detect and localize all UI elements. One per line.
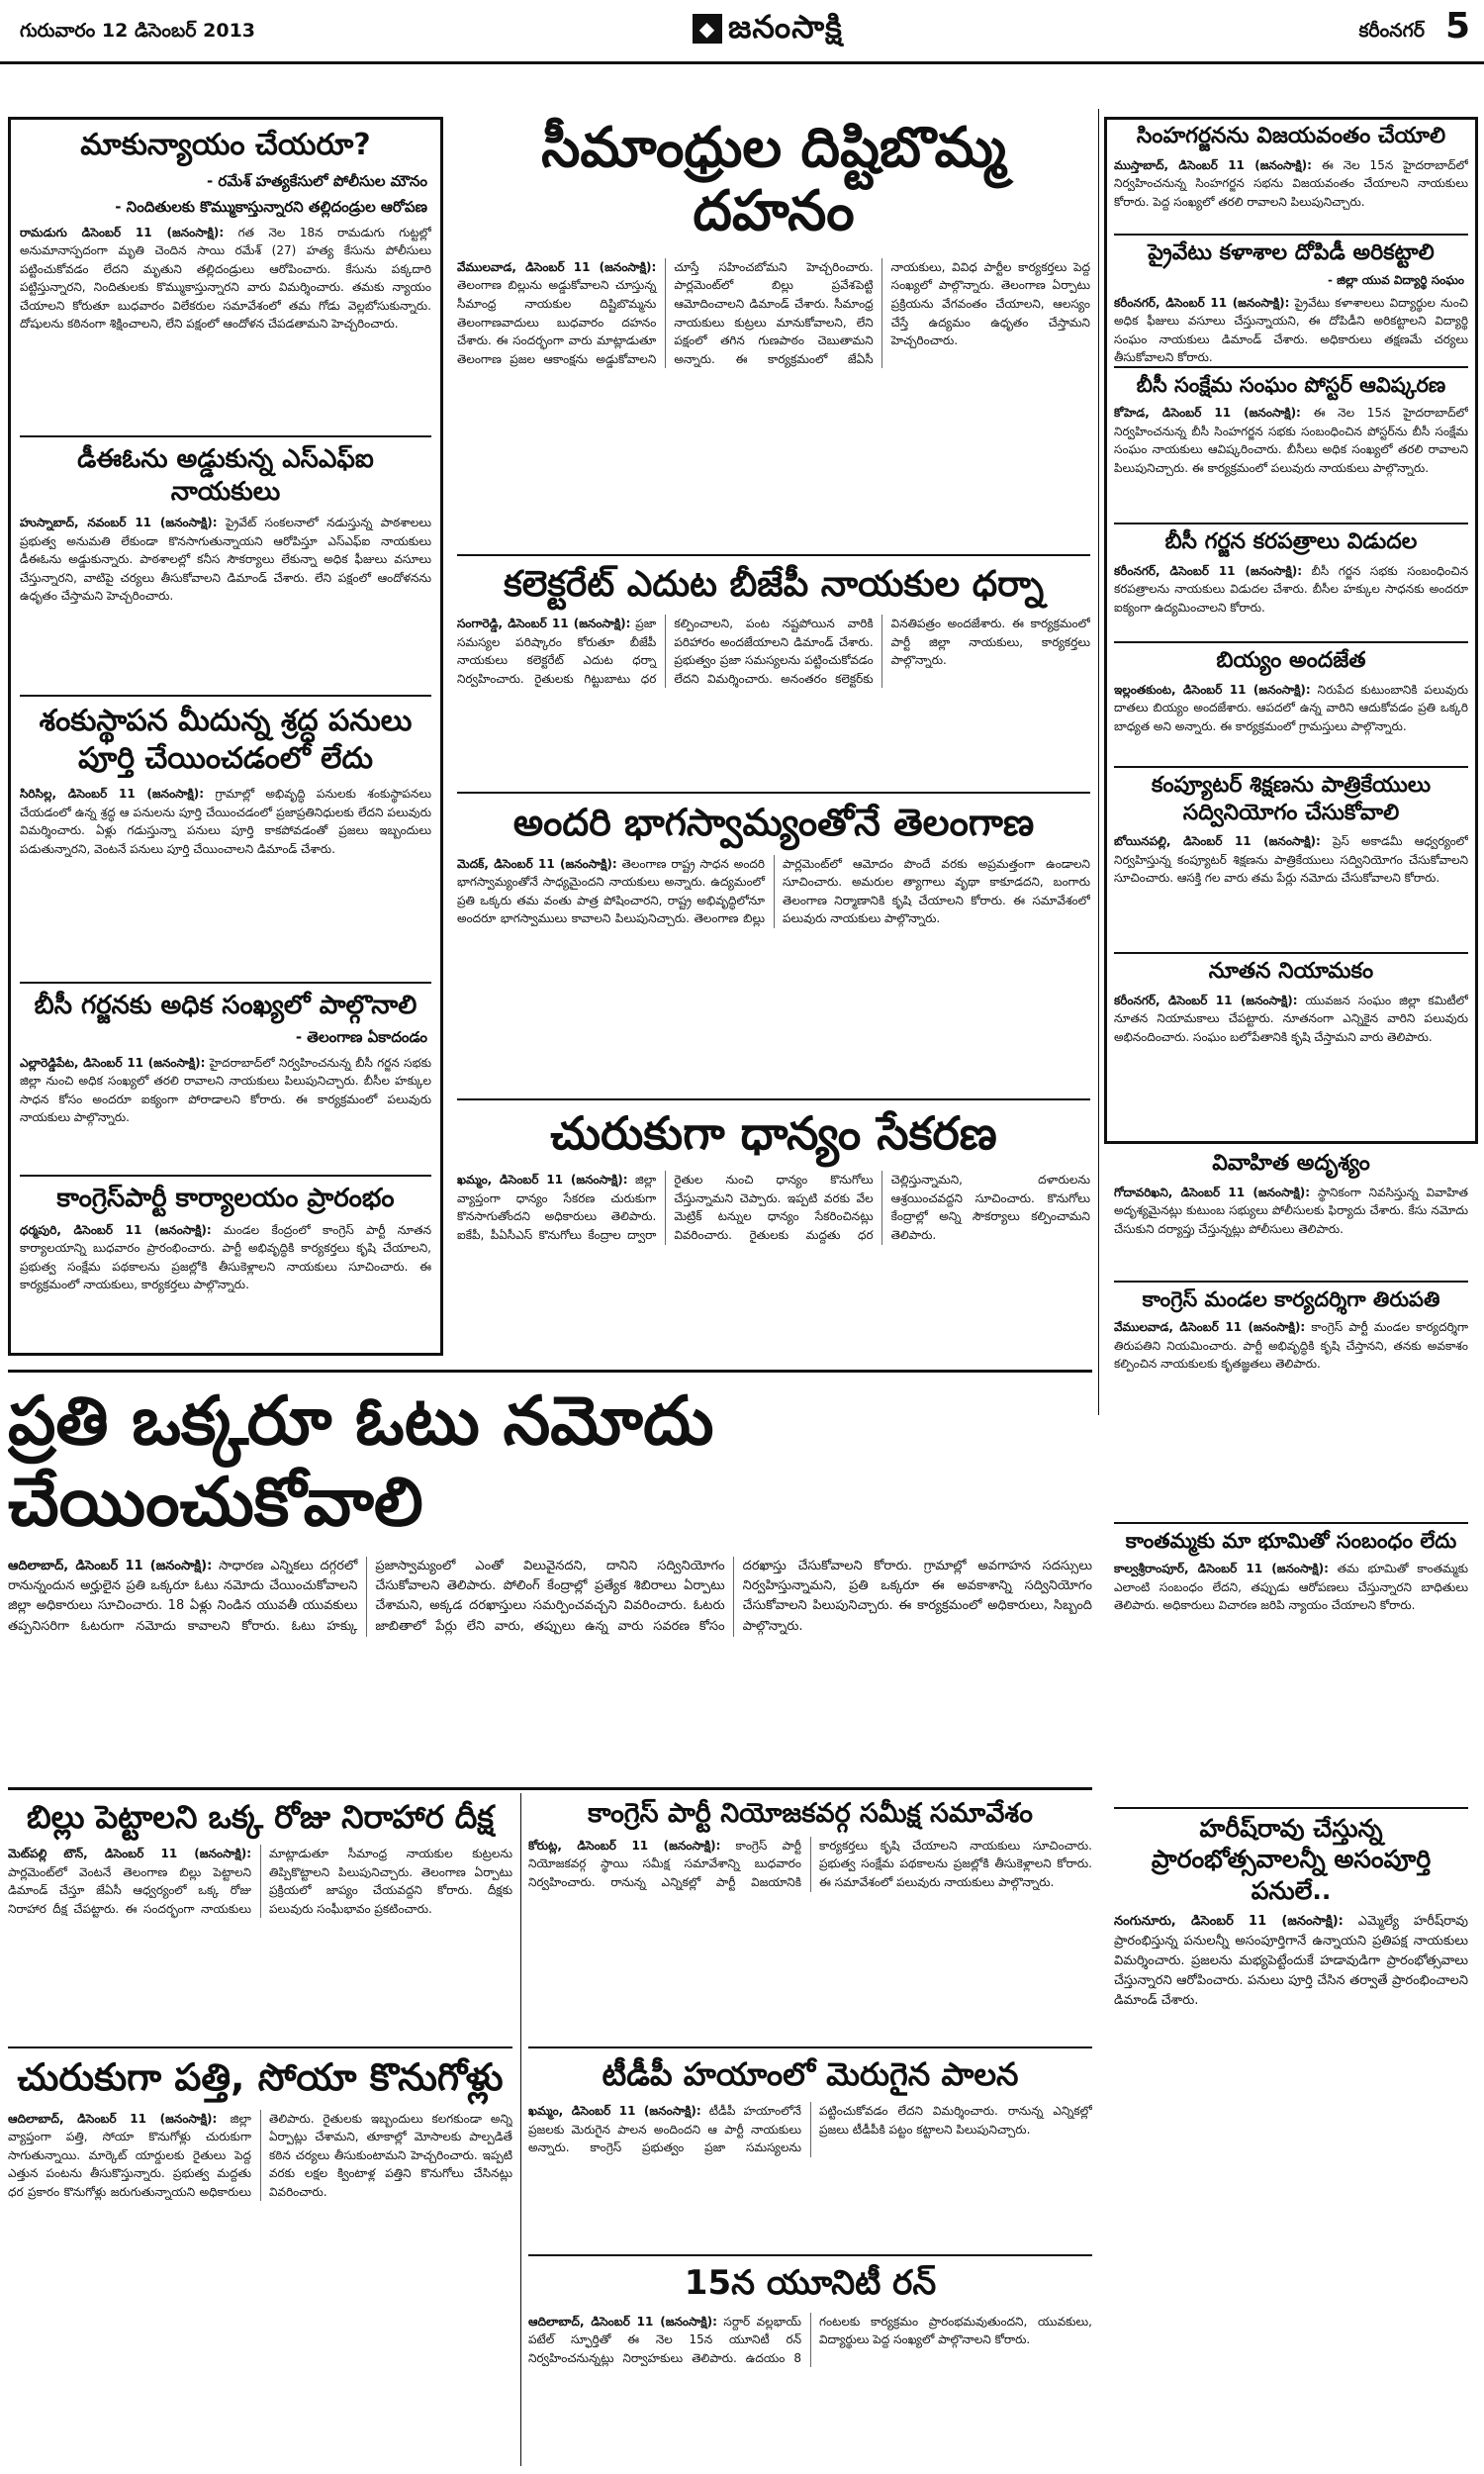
dateline: కరీంనగర్, డిసెంబర్ 11 (జనంసాక్షి): [1114,295,1290,310]
story-title: బీసీ గర్జనకు అధిక సంఖ్యలో పాల్గొనాలి [34,991,417,1020]
dateline: గోదావరిఖని, డిసెంబర్ 11 (జనంసాక్షి): [1114,1185,1311,1199]
story-appointment [1114,958,1468,1140]
headline: సీమాంధ్రుల దిష్టిబొమ్మ దహనం [541,117,1006,244]
story-sfi [20,443,431,693]
story-title: 15న యూనిటీ రన్ [684,2263,937,2303]
dateline: ముస్తాబాద్, డిసెంబర్ 11 (జనంసాక్షి): [1114,157,1312,172]
story-congress-review [528,1797,1092,2045]
logo-text: జనంసాక్షి [728,8,843,46]
banner-headline: ప్రతి ఒక్కరూ ఓటు నమోదు చేయించుకోవాలి [8,1382,714,1542]
story-body: స్థానికంగా నివసిస్తున్న వివాహిత అదృశ్యమైనట్లు కుటుంబ సభ్యులు పోలీసులకు ఫిర్యాదు చేశారు. కేసు నమోదు చేసుకుని దర్యాప్తు చేస్తున్నట్లు పోలీసులు తెలిపారు. [1114,1185,1468,1236]
story-participation [457,800,1090,1096]
headline: కలెక్టరేట్ ఎదుట బీజేపీ నాయకుల ధర్నా [503,564,1045,605]
story-title: బీసీ గర్జన కరపత్రాలు విడుదల [1164,529,1418,554]
story-title: ప్రైవేటు కళాశాల దోపిడీ అరికట్టాలి [1148,240,1435,265]
dateline: ఖమ్మం, డిసెంబర్ 11 (జనంసాక్షి): [457,1173,628,1188]
dateline: ఆదిలాబాద్, డిసెంబర్ 11 (జనంసాక్షి): [8,1559,213,1574]
divider [1114,766,1468,768]
dateline: వేములవాడ, డిసెంబర్ 11 (జనంసాక్షి): [1114,1320,1306,1335]
dateline: కరీంనగర్, డిసెంబర్ 11 (జనంసాక్షి): [1114,993,1298,1007]
story-title: డీఈఓను అడ్డుకున్న ఎస్ఎఫ్ఐ నాయకులు [77,444,374,507]
dateline: ధర్మపురి, డిసెంబర్ 11 (జనంసాక్షి): [20,1222,212,1237]
story-title: మాకున్యాయం చేయరూ? [80,128,371,162]
dateline: సిరిసిల్ల, డిసెంబర్ 11 (జనంసాక్షి): [20,787,205,801]
story-justice [20,127,431,433]
story-body: ఈ నెల 15న హైదరాబాద్‌లో నిర్వహించనున్న బీసీ సింహగర్జన సభకు సంబంధించిన పోస్టర్‌ను బీసీ సంక్షేమ సంఘం నాయకులు ఆవిష్కరించారు. బీసీలు అధిక సంఖ్యలో తరలి రావాలని పిలుపునిచ్చారు. ఈ కార్యక్రమంలో పలువురు నాయకులు పాల్గొన్నారు. [1114,406,1468,476]
divider [1114,952,1468,954]
story-body: ఎమ్మెల్యే హరీష్‌రావు ప్రారంభిస్తున్న పనులన్నీ అసంపూర్తిగానే ఉన్నాయని ప్రతిపక్ష నాయకులు విమర్శించారు. ప్రజలను మభ్యపెట్టేందుకే హడావుడిగా ప్రారంభోత్సవాలు చేస్తున్నారని ఆరోపించారు. పనులు పూర్తి చేసిన తర్వాతే ప్రారంభించాలని డిమాండ్ చేశారు. [1114,1913,1468,2009]
divider [1114,1281,1468,1283]
dateline: కోరుట్ల, డిసెంబర్ 11 (జనంసాక్షి): [528,1838,721,1853]
divider [1114,1522,1468,1524]
story-title: కాంతమ్మకు మా భూమితో సంబంధం లేదు [1125,1529,1457,1553]
story-body: జిల్లా వ్యాప్తంగా పత్తి, సోయా కొనుగోళ్లు చురుకుగా సాగుతున్నాయి. మార్కెట్ యార్డులకు రైతులు పెద్ద ఎత్తున పంటను తీసుకొస్తున్నారు. ప్రభుత్వ మద్దతు ధర ప్రకారం కొనుగోళ్లు జరుగుతున్నాయని అధికారులు తెలిపారు. రైతులకు ఇబ్బందులు కలగకుండా అన్ని ఏర్పాట్లు చేశామని, తూకాల్లో మోసాలకు పాల్పడితే కఠిన చర్యలు తీసుకుంటామని హెచ్చరించారు. ఇప్పటి వరకు లక్షల క్వింటాళ్ల పత్తిని కొనుగోలు చేసినట్లు వివరించారు. [8,2111,512,2199]
story-title: కాంగ్రెస్‌పార్టీ కార్యాలయం ప్రారంభం [56,1184,395,1213]
dateline: కోహెడ, డిసెంబర్ 11 (జనంసాక్షి): [1114,406,1301,421]
story-body: యువజన సంఘం జిల్లా కమిటీలో నూతన నియామకాలు చేపట్టారు. నూతనంగా ఎన్నికైన వారిని పలువురు అభినందించారు. సంఘం బలోపేతానికి కృషి చేస్తామని వారు తెలిపారు. [1114,993,1468,1044]
story-grain [457,1106,1090,1356]
story-title: సింహగర్జనను విజయవంతం చేయాలి [1136,124,1446,148]
dateline: బోయినపల్లి, డిసెంబర్ 11 (జనంసాక్షి): [1114,834,1321,848]
headline: చురుకుగా ధాన్యం సేకరణ [550,1106,997,1160]
section-name: కరీంనగర్ [1358,20,1425,42]
story-title: చురుకుగా పత్తి, సోయా కొనుగోళ్లు [17,2055,504,2099]
divider [20,1175,431,1177]
story-bc-garjana [20,990,431,1173]
dateline: ఖమ్మం, డిసెంబర్ 11 (జనంసాక్షి): [528,2104,701,2118]
story-body: తమ భూమితో కాంతమ్మకు ఎలాంటి సంబంధం లేదని, తప్పుడు ఆరోపణలు చేస్తున్నారని బాధితులు తెలిపారు. అధికారులు విచారణ జరిపి న్యాయం చేయాలని కోరారు. [1114,1562,1468,1613]
divider [20,982,431,984]
story-effigy [457,117,1090,552]
dateline: సంగారెడ్డి, డిసెంబర్ 11 (జనంసాక్షి): [457,617,631,630]
story-body: బీసీ గర్జన సభకు సంబంధించిన కరపత్రాలను నాయకులు విడుదల చేశారు. బీసీల హక్కుల సాధనకు అందరూ ఐక్యంగా ఉద్యమించాలని కోరారు. [1114,563,1468,615]
story-foundation [20,703,431,980]
divider [457,1098,1090,1100]
dateline: రామడుగు డిసెంబర్ 11 (జనంసాక్షి): [20,225,225,239]
story-subheading: - జిల్లా యువ విద్యార్థి సంఘం [1327,272,1464,287]
page-number: 5 [1444,6,1470,47]
story-body: ప్రజా సమస్యల పరిష్కారం కోరుతూ బీజేపీ నాయకులు కలెక్టరేట్ ఎదుట ధర్నా నిర్వహించారు. రైతులకు గిట్టుబాటు ధర కల్పించాలని, పంట నష్టపోయిన వారికి పరిహారం అందజేయాలని డిమాండ్ చేశారు. ప్రభుత్వం ప్రజా సమస్యలను పట్టించుకోవడం లేదని విమర్శించారు. అనంతరం కలెక్టర్‌కు వినతిపత్రం అందజేశారు. ఈ కార్యక్రమంలో పార్టీ జిల్లా నాయకులు, కార్యకర్తలు పాల్గొన్నారు. [457,617,1090,686]
story-title: శంకుస్థాపన మీదున్న శ్రద్ధ పనులు పూర్తి చేయించడంలో లేదు [39,704,413,776]
story-body: జిల్లా వ్యాప్తంగా ధాన్యం సేకరణ చురుకుగా కొనసాగుతోందని అధికారులు తెలిపారు. ఐకేపీ, పీఏసీఎస్ కొనుగోలు కేంద్రాల ద్వారా రైతుల నుంచి ధాన్యం కొనుగోలు చేస్తున్నామని చెప్పారు. ఇప్పటి వరకు వేల మెట్రిక్ టన్నుల ధాన్యం సేకరించినట్లు వివరించారు. రైతులకు మద్దతు ధర చెల్లిస్తున్నామని, దళారులను ఆశ్రయించవద్దని సూచించారు. కొనుగోలు కేంద్రాల్లో అన్ని సౌకర్యాలు కల్పించామని తెలిపారు. [457,1173,1090,1242]
divider [8,1370,1092,1373]
story-body: ప్రైవేటు కళాశాలలు విద్యార్థుల నుంచి అధిక ఫీజులు వసూలు చేస్తున్నాయని, ఈ దోపిడీని అరికట్టాలని విద్యార్థి సంఘం నాయకులు డిమాండ్ చేశారు. అధికారులు తక్షణమే చర్యలు తీసుకోవాలని కోరారు. [1114,295,1468,364]
column-divider [520,1793,521,2466]
story-body: సర్దార్ వల్లభాయ్ పటేల్ స్ఫూర్తితో ఈ నెల 15న యూనిటీ రన్ నిర్వహించనున్నట్లు నిర్వాహకులు తెలిపారు. ఉదయం 8 గంటలకు కార్యక్రమం ప్రారంభమవుతుందని, యువకులు, విద్యార్థులు పెద్ద సంఖ్యలో పాల్గొనాలని కోరారు. [528,2314,1092,2365]
divider [8,2046,512,2048]
story-body: ఈ నెల 15న హైదరాబాద్‌లో నిర్వహించనున్న సింహగర్జన సభను విజయవంతం చేయాలని నాయకులు కోరారు. పెద్ద సంఖ్యలో తరలి రావాలని పిలుపునిచ్చారు. [1114,157,1468,209]
divider [20,695,431,697]
story-cotton-soya [8,2054,512,2466]
story-bjp-dharna [457,562,1090,790]
divider [528,2046,1092,2048]
story-body: కాంగ్రెస్ పార్టీ మండల కార్యదర్శిగా తిరుపతిని నియమించారు. పార్టీ అభివృద్ధికి కృషి చేస్తానని, తనకు అవకాశం కల్పించిన నాయకులకు కృతజ్ఞతలు తెలిపారు. [1114,1320,1468,1372]
story-kanthamma [1114,1528,1468,1805]
logo-mark-icon: ◆ [693,14,722,44]
story-congress-office [20,1183,431,1349]
story-title: బిల్లు పెట్టాలని ఒక్క రోజు నిరాహార దీక్ష [26,1798,495,1836]
divider [8,1787,1092,1790]
story-body: పార్లమెంట్‌లో వెంటనే తెలంగాణ బిల్లు పెట్టాలని డిమాండ్ చేస్తూ జేఏసీ ఆధ్వర్యంలో ఒక్క రోజు నిరాహార దీక్ష చేపట్టారు. ఈ సందర్భంగా నాయకులు మాట్లాడుతూ సీమాంధ్ర నాయకుల కుట్రలను తిప్పికొట్టాలని పిలుపునిచ్చారు. తెలంగాణ ఏర్పాటు ప్రక్రియలో జాప్యం చేయవద్దని కోరారు. దీక్షకు పలువురు సంఘీభావం ప్రకటించారు. [8,1847,512,1916]
story-title: హరీష్‌రావు చేస్తున్న ప్రారంభోత్సవాలన్నీ అసంపూర్తి పనులే.. [1151,1814,1432,1905]
story-unity-run [528,2262,1092,2466]
story-rice [1114,647,1468,764]
divider [1114,366,1468,368]
story-title: నూతన నియామకం [1208,959,1374,984]
paper-logo [693,8,843,53]
dateline: కరీంనగర్, డిసెంబర్ 11 (జనంసాక్షి): [1114,563,1303,578]
dateline: ఆదిలాబాద్, డిసెంబర్ 11 (జనంసాక్షి): [528,2314,717,2329]
story-body: గ్రామాల్లో అభివృద్ధి పనులకు శంకుస్థాపనలు చేయడంలో ఉన్న శ్రద్ధ ఆ పనులను పూర్తి చేయించడంలో ప్రజాప్రతినిధులకు లేదని పలువురు విమర్శించారు. ఏళ్లు గడుస్తున్నా పనులు పూర్తి కాకపోవడంతో ప్రజలు ఇబ్బందులు పడుతున్నారని, వెంటనే పనులు పూర్తి చేయించాలని డిమాండ్ చేశారు. [20,787,431,856]
story-title: కాంగ్రెస్ మండల కార్యదర్శిగా తిరుపతి [1142,1287,1440,1311]
story-bc-poster [1114,372,1468,521]
story-subheading: - రమేశ్ హత్యకేసులో పోలీసుల మౌనం [206,171,427,190]
story-title: కాంగ్రెస్ పార్టీ నియోజకవర్గ సమీక్ష సమావేశం [588,1798,1033,1829]
story-title: వివాహిత అదృశ్యం [1212,1151,1370,1176]
story-computer-training [1114,772,1468,950]
story-voter-registration [8,1381,1092,1777]
story-private-college [1114,239,1468,364]
dateline: కాల్వశ్రీరాంపూర్, డిసెంబర్ 11 (జనంసాక్షి): [1114,1562,1329,1576]
dateline: ఇల్లంతకుంట, డిసెంబర్ 11 (జనంసాక్షి): [1114,682,1311,697]
story-body: తెలంగాణ రాష్ట్ర సాధన అందరి భాగస్వామ్యంతోనే సాధ్యమైందని నాయకులు అన్నారు. ఉద్యమంలో ప్రతి ఒక్కరు తమ వంతు పాత్ర పోషించారని, రాష్ట్ర అభివృద్ధిలోనూ అందరూ భాగస్వాములు కావాలని పిలుపునిచ్చారు. తెలంగాణ బిల్లు పార్లమెంట్‌లో ఆమోదం పొందే వరకు అప్రమత్తంగా ఉండాలని సూచించారు. అమరుల త్యాగాలు వృథా కాకూడదని, బంగారు తెలంగాణ నిర్మాణానికి కృషి చేయాలని కోరారు. ఈ సమావేశంలో పలువురు నాయకులు పాల్గొన్నారు. [457,856,1090,926]
dateline: మెదక్, డిసెంబర్ 11 (జనంసాక్షి): [457,856,617,871]
story-tdp [528,2054,1092,2252]
story-title: టీడీపీ హయాంలో మెరుగైన పాలన [602,2055,1019,2093]
story-harishrao [1114,1813,1468,2466]
divider [457,792,1090,794]
dateline: ఆదిలాబాద్, డిసెంబర్ 11 (జనంసాక్షి): [8,2111,218,2126]
dateline: ఎల్లారెడ్డిపేట, డిసెంబర్ 11 (జనంసాక్షి): [20,1055,206,1070]
story-subheading: - తెలంగాణ ఏకాదండం [295,1027,427,1046]
dateline: మెట్‌పల్లి టౌన్, డిసెంబర్ 11 (జనంసాక్షి): [8,1847,251,1860]
story-body: తెలంగాణ బిల్లును అడ్డుకోవాలని చూస్తున్న సీమాంధ్ర నాయకుల దిష్టిబొమ్మను తెలంగాణవాదులు బుధవారం దహనం చేశారు. ఈ సందర్భంగా వారు మాట్లాడుతూ తెలంగాణ ప్రజల ఆకాంక్షను అడ్డుకోవాలని చూస్తే సహించబోమని హెచ్చరించారు. పార్లమెంట్‌లో బిల్లు ప్రవేశపెట్టి ఆమోదించాలని డిమాండ్ చేశారు. సీమాంధ్ర నాయకులు కుట్రలు మానుకోవాలని, లేని పక్షంలో తగిన గుణపాఠం చెబుతామని అన్నారు. ఈ కార్యక్రమంలో జేఏసీ నాయకులు, వివిధ పార్టీల కార్యకర్తలు పెద్ద సంఖ్యలో పాల్గొన్నారు. తెలంగాణ ఏర్పాటు ప్రక్రియను వేగవంతం చేయాలని, ఆలస్యం చేస్తే ఉద్యమం ఉధృతం చేస్తామని హెచ్చరించారు. [457,259,1090,366]
dateline: హుస్నాబాద్, నవంబర్ 11 (జనంసాక్షి): [20,516,218,529]
story-body: నిరుపేద కుటుంబానికి పలువురు దాతలు బియ్యం అందజేశారు. ఆపదలో ఉన్న వారిని ఆదుకోవడం ప్రతి ఒక్కరి బాధ్యత అని అన్నారు. ఈ కార్యక్రమంలో గ్రామస్తులు పాల్గొన్నారు. [1114,682,1468,733]
story-body: సాధారణ ఎన్నికలు దగ్గరలో రానున్నందున అర్హులైన ప్రతి ఒక్కరూ ఓటు నమోదు చేయించుకోవాలని జిల్లా అధికారులు సూచించారు. 18 ఏళ్లు నిండిన యువతీ యువకులు తప్పనిసరిగా ఓటరుగా నమోదు కావాలని కోరారు. ఓటు హక్కు ప్రజాస్వామ్యంలో ఎంతో విలువైనదని, దానిని సద్వినియోగం చేసుకోవాలని తెలిపారు. పోలింగ్ కేంద్రాల్లో ప్రత్యేక శిబిరాలు ఏర్పాటు చేశామని, అక్కడ దరఖాస్తులు సమర్పించవచ్చని వివరించారు. ఓటరు జాబితాలో పేర్లు లేని వారు, తప్పులు ఉన్న వారు సవరణ కోసం దరఖాస్తు చేసుకోవాలని కోరారు. గ్రామాల్లో అవగాహన సదస్సులు నిర్వహిస్తున్నామని, ప్రతి ఒక్కరూ ఈ అవకాశాన్ని సద్వినియోగం చేసుకోవాలని పిలుపునిచ్చారు. ఈ కార్యక్రమంలో అధికారులు, సిబ్బంది పాల్గొన్నారు. [8,1559,1092,1634]
story-body: ప్రెస్ అకాడమీ ఆధ్వర్యంలో నిర్వహిస్తున్న కంప్యూటర్ శిక్షణను పాత్రికేయులు సద్వినియోగం చేసుకోవాలని సూచించారు. ఆసక్తి గల వారు తమ పేర్లు నమోదు చేసుకోవాలని కోరారు. [1114,834,1468,886]
story-title: బీసీ సంక్షేమ సంఘం పోస్టర్ ఆవిష్కరణ [1136,373,1446,397]
divider [1114,234,1468,236]
story-body: హైదరాబాద్‌లో నిర్వహించనున్న బీసీ గర్జన సభకు జిల్లా నుంచి అధిక సంఖ్యలో తరలి రావాలని నాయకులు పిలుపునిచ్చారు. బీసీల హక్కుల సాధన కోసం అందరూ ఐక్యంగా పోరాడాలని కోరారు. ఈ కార్యక్రమంలో పలువురు నాయకులు పాల్గొన్నారు. [20,1055,431,1125]
column-divider [1098,109,1099,1415]
story-congress-secretary [1114,1286,1468,1520]
story-body: కాంగ్రెస్ పార్టీ నియోజకవర్గ స్థాయి సమీక్ష సమావేశాన్ని బుధవారం నిర్వహించారు. రానున్న ఎన్నికల్లో పార్టీ విజయానికి కార్యకర్తలు కృషి చేయాలని నాయకులు సూచించారు. ప్రభుత్వ సంక్షేమ పథకాలను ప్రజల్లోకి తీసుకెళ్లాలని కోరారు. ఈ సమావేశంలో పలువురు నాయకులు పాల్గొన్నారు. [528,1838,1092,1889]
story-title: కంప్యూటర్ శిక్షణను పాత్రికేయులు సద్వినియోగం చేసుకోవాలి [1151,773,1432,825]
story-simhagarjana [1114,123,1468,232]
dateline: వేములవాడ, డిసెంబర్ 11 (జనంసాక్షి): [457,259,657,274]
story-missing [1114,1150,1468,1279]
divider [457,554,1090,556]
divider [1114,1807,1468,1809]
story-body: ప్రైవేట్ సంకలనాలో నడుస్తున్న పాఠశాలలు ప్రభుత్వ అనుమతి లేకుండా కొనసాగుతున్నాయని ఆరోపిస్తూ ఎస్ఎఫ్ఐ నాయకులు డీఈఓను అడ్డుకున్నారు. పాఠశాలల్లో కనీస సౌకర్యాలు లేకున్నా అధిక ఫీజులు వసూలు చేస్తున్నారని, వాటిపై చర్యలు తీసుకోవాలని డిమాండ్ చేశారు. లేని పక్షంలో ఆందోళనను ఉధృతం చేస్తామని హెచ్చరించారు. [20,516,431,604]
story-body: గత నెల 18న రామడుగు గుట్టల్లో అనుమానాస్పదంగా మృతి చెందిన సాయి రమేశ్ (27) హత్య కేసును పోలీసులు పట్టించుకోవడం లేదని మృతుని తల్లిదండ్రులు ఆరోపించారు. కేసును పక్కదారి పట్టిస్తున్నారని, నిందితులకు కొమ్ముకాస్తున్నారని వారు విమర్శించారు. తమకు న్యాయం చేయాలని కోరుతూ బుధవారం విలేకరుల సమావేశంలో తమ గోడు వెల్లబోసుకున్నారు. దోషులను కఠినంగా శిక్షించాలని, లేని పక్షంలో ఆందోళన చేపడతామని హెచ్చరించారు. [20,225,431,332]
divider [20,435,431,437]
story-bc-pamphlets [1114,528,1468,639]
divider [528,2254,1092,2256]
headline: అందరి భాగస్వామ్యంతోనే తెలంగాణ [512,801,1035,844]
story-body: మండల కేంద్రంలో కాంగ్రెస్ పార్టీ నూతన కార్యాలయాన్ని బుధవారం ప్రారంభించారు. పార్టీ అభివృద్ధికి కార్యకర్తలు కృషి చేయాలని, ప్రభుత్వ సంక్షేమ పథకాలను ప్రజల్లోకి తీసుకెళ్లాలని నాయకులు సూచించారు. ఈ కార్యక్రమంలో నాయకులు, కార్యకర్తలు పాల్గొన్నారు. [20,1222,431,1292]
divider [1114,523,1468,524]
divider [1114,641,1468,643]
story-subheading: - నిందితులకు కొమ్ముకాస్తున్నారని తల్లిదండ్రుల ఆరోపణ [115,197,427,216]
masthead [0,0,1484,64]
story-hunger-strike [8,1797,512,2045]
issue-date: గురువారం 12 డిసెంబర్ 2013 [20,20,256,42]
story-title: బియ్యం అందజేత [1216,648,1366,673]
dateline: నంగునూరు, డిసెంబర్ 11 (జనంసాక్షి): [1114,1913,1344,1929]
story-body: టీడీపీ హయాంలోనే ప్రజలకు మెరుగైన పాలన అందిందని ఆ పార్టీ నాయకులు అన్నారు. కాంగ్రెస్ ప్రభుత్వం ప్రజా సమస్యలను పట్టించుకోవడం లేదని విమర్శించారు. రానున్న ఎన్నికల్లో ప్రజలు టీడీపీకి పట్టం కట్టాలని పిలుపునిచ్చారు. [528,2104,1092,2155]
